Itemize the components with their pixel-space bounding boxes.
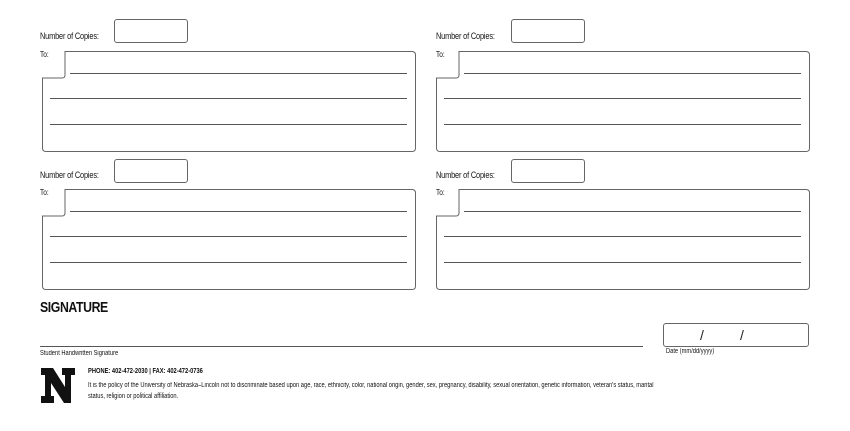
address-line: [50, 236, 407, 237]
address-line: [464, 73, 801, 74]
address-box[interactable]: [42, 51, 416, 152]
copies-label: Number of Copies:: [436, 170, 495, 180]
to-label: To:: [40, 188, 49, 197]
university-n-logo-icon: [40, 367, 76, 404]
to-label: To:: [40, 50, 49, 59]
address-line: [444, 236, 801, 237]
address-line: [70, 211, 407, 212]
copies-input[interactable]: [511, 159, 585, 183]
phone-fax-text: PHONE: 402-472-2030 | FAX: 402-472-0736: [88, 368, 203, 375]
address-line: [50, 262, 407, 263]
address-box[interactable]: [436, 189, 810, 290]
signature-field[interactable]: [40, 346, 643, 347]
address-line: [50, 98, 407, 99]
to-label: To:: [436, 50, 445, 59]
nondiscrimination-policy-text: It is the policy of the University of Nebraska–Lincoln not to discriminate based upon age, race, ethnicity, color, national origin, gender, sex, pregnancy, disability, sexual orientation, genetic information, veteran's status, marital status, religion or political affiliation.: [88, 382, 654, 400]
copies-input[interactable]: [114, 159, 188, 183]
date-label: Date (mm/dd/yyyy): [666, 348, 715, 355]
copies-input[interactable]: [511, 19, 585, 43]
copies-label: Number of Copies:: [40, 31, 99, 41]
address-line: [444, 262, 801, 263]
address-line: [50, 124, 407, 125]
address-line: [444, 98, 801, 99]
date-field[interactable]: [663, 323, 809, 347]
copies-label: Number of Copies:: [436, 31, 495, 41]
copies-label: Number of Copies:: [40, 170, 99, 180]
to-label: To:: [436, 188, 445, 197]
signature-label: Student Handwritten Signature: [40, 350, 119, 357]
copies-input[interactable]: [114, 19, 188, 43]
signature-heading: SIGNATURE: [40, 299, 108, 316]
address-box[interactable]: [436, 51, 810, 152]
address-box[interactable]: [42, 189, 416, 290]
address-line: [464, 211, 801, 212]
address-line: [70, 73, 407, 74]
date-separator: /: [700, 327, 704, 343]
address-line: [444, 124, 801, 125]
date-separator: /: [740, 327, 744, 343]
